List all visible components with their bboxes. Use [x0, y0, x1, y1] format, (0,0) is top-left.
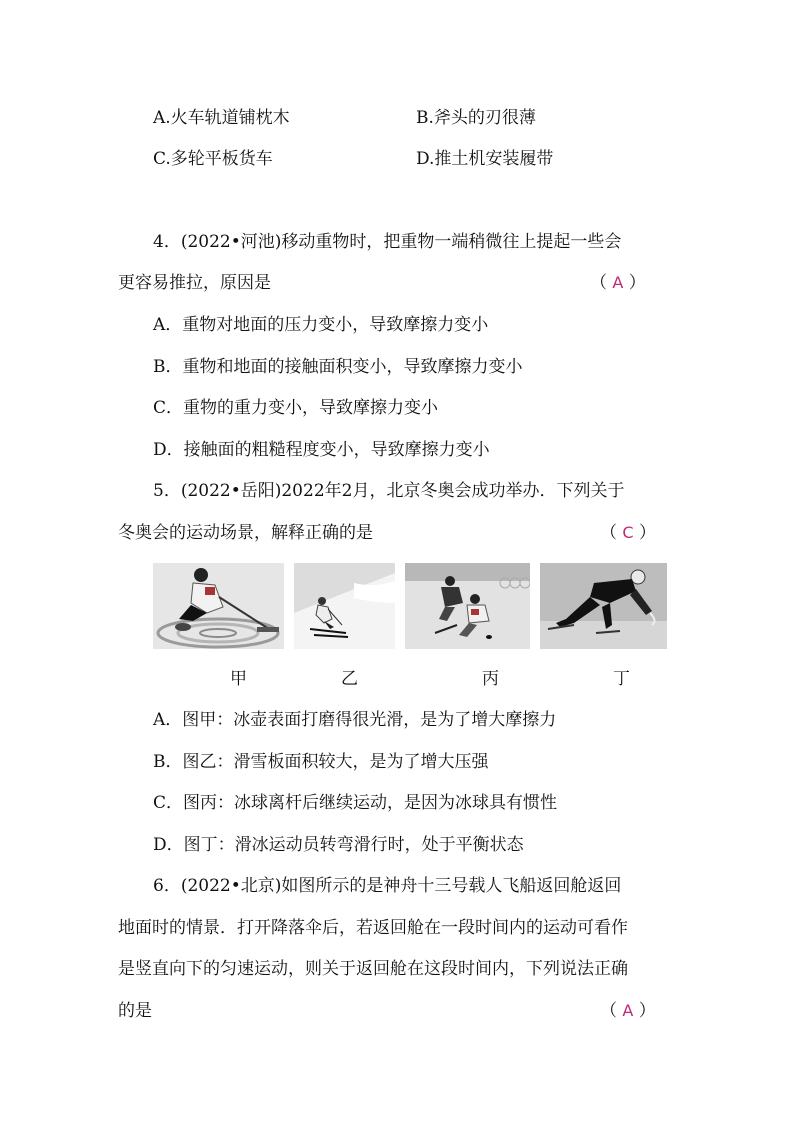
ice-hockey-photo	[405, 563, 530, 649]
q3-option-d: D.推土机安装履带	[416, 149, 554, 169]
q6-stem-line1: 6．(2022•北京)如图所示的是神舟十三号载人飞船返回舱返回	[153, 876, 622, 896]
q4-option-b: B．重物和地面的接触面积变小，导致摩擦力变小	[153, 357, 523, 377]
q6-answer-open: （	[600, 1001, 617, 1021]
q5-answer	[600, 521, 656, 545]
caption-ding: 丁	[613, 669, 630, 689]
q4-stem-line1: 4．(2022•河池)移动重物时，把重物一端稍微往上提起一些会	[153, 232, 622, 252]
q6-stem-line4: 的是	[118, 1001, 152, 1021]
q4-answer-close: ）	[628, 273, 646, 293]
q3-option-a: A.火车轨道铺枕木	[153, 108, 290, 128]
caption-yi: 乙	[341, 669, 358, 689]
q5-option-c: C．图丙：冰球离杆后继续运动，是因为冰球具有惯性	[153, 793, 558, 813]
q4-stem-line2: 更容易推拉，原因是	[118, 273, 271, 293]
curling-photo	[153, 563, 284, 649]
q5-stem-line1: 5．(2022•岳阳)2022年2月，北京冬奥会成功举办．下列关于	[153, 481, 625, 501]
q4-option-c: C．重物的重力变小，导致摩擦力变小	[153, 398, 439, 418]
q6-stem-line2: 地面时的情景．打开降落伞后，若返回舱在一段时间内的运动可看作	[118, 918, 628, 938]
q6-answer	[600, 999, 656, 1023]
q4-option-a: A．重物对地面的压力变小，导致摩擦力变小	[153, 315, 489, 335]
caption-bing: 丙	[482, 669, 499, 689]
q6-stem-line3: 是竖直向下的匀速运动，则关于返回舱在这段时间内，下列说法正确	[118, 959, 628, 979]
q3-option-b: B.斧头的刃很薄	[416, 108, 536, 128]
q5-answer-open: （	[600, 523, 617, 543]
q5-option-d: D．图丁：滑冰运动员转弯滑行时，处于平衡状态	[153, 835, 524, 855]
q4-answer-letter: A	[612, 273, 624, 292]
q3-option-c: C.多轮平板货车	[153, 149, 273, 169]
q4-option-d: D．接触面的粗糙程度变小，导致摩擦力变小	[153, 440, 490, 460]
q5-stem-line2: 冬奥会的运动场景，解释正确的是	[118, 523, 373, 543]
q5-answer-close: ）	[638, 523, 656, 543]
q5-answer-letter: C	[622, 523, 634, 542]
q4-answer	[590, 271, 646, 295]
q6-answer-letter: A	[622, 1001, 634, 1020]
speed-skating-photo	[540, 563, 667, 649]
q4-answer-open: （	[590, 273, 607, 293]
q5-option-b: B．图乙：滑雪板面积较大，是为了增大压强	[153, 752, 489, 772]
caption-jia: 甲	[230, 669, 247, 689]
q5-option-a: A．图甲：冰壶表面打磨得很光滑，是为了增大摩擦力	[153, 710, 557, 730]
skiing-photo	[294, 563, 395, 649]
q6-answer-close: ）	[638, 1001, 656, 1021]
